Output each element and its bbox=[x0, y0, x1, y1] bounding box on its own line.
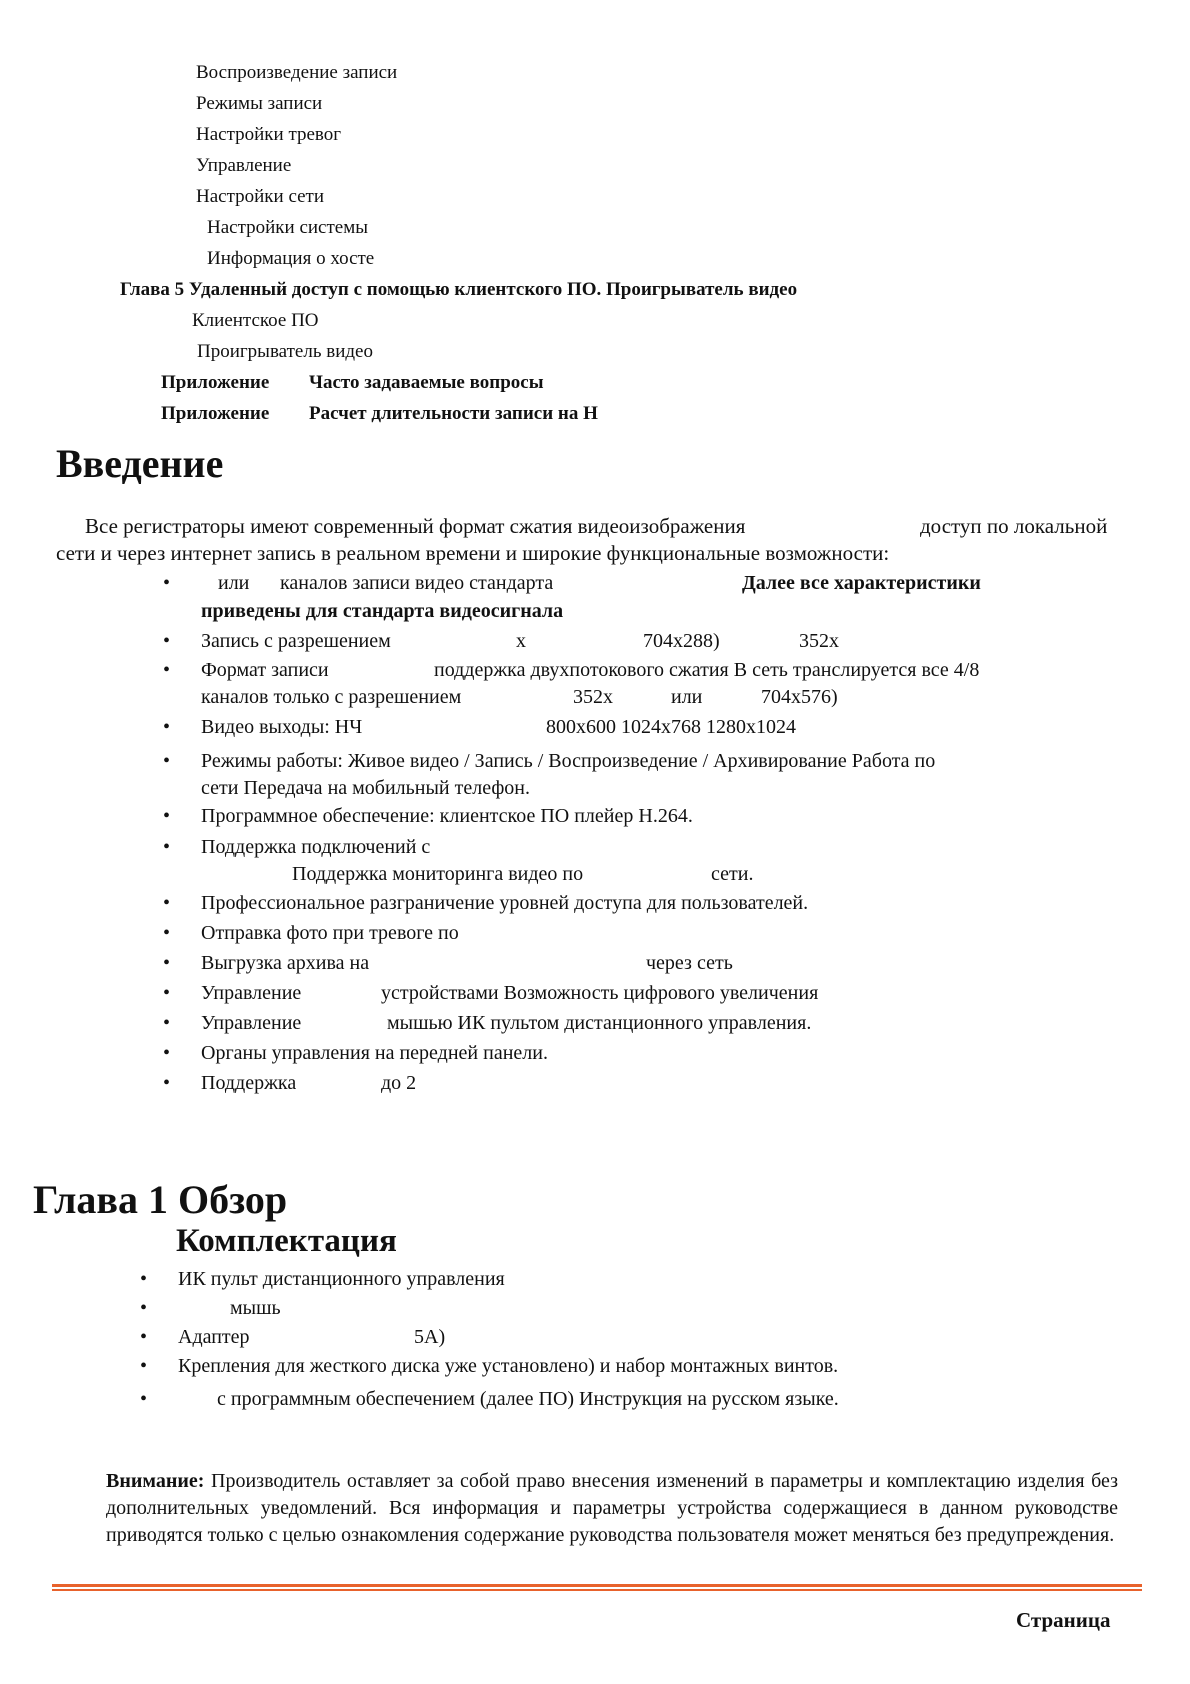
bullet-dot: • bbox=[140, 1326, 148, 1348]
feature-text: Органы управления на передней панели. bbox=[201, 1042, 548, 1064]
feature-text: Видео выходы: НЧ bbox=[201, 716, 363, 738]
toc-appendix-label: Приложение bbox=[161, 372, 270, 393]
bullet-dot: • bbox=[163, 952, 171, 974]
bullet-dot: • bbox=[163, 1042, 171, 1064]
bullet-dot: • bbox=[163, 572, 171, 594]
feature-text: Далее все характеристики bbox=[742, 572, 981, 594]
bullet-dot: • bbox=[140, 1297, 148, 1319]
feature-text: каналов только с разрешением bbox=[201, 686, 462, 708]
feature-text: Режимы работы: Живое видео / Запись / Воспроизведение / Архивирование Работа по bbox=[201, 750, 936, 772]
feature-text: Профессиональное разграничение уровней доступа для пользователей. bbox=[201, 892, 809, 914]
feature-text: приведены для стандарта видеосигнала bbox=[201, 600, 564, 622]
toc-chapter-5: Глава 5 Удаленный доступ с помощью клиентского ПО. Проигрыватель видео bbox=[120, 279, 798, 300]
feature-text: до 2 bbox=[381, 1072, 417, 1094]
bullet-dot: • bbox=[163, 892, 171, 914]
package-item: ИК пульт дистанционного управления bbox=[178, 1268, 505, 1290]
feature-text: 352x bbox=[573, 686, 613, 708]
feature-text: Выгрузка архива на bbox=[201, 952, 370, 974]
feature-text: Поддержка мониторинга видео по bbox=[292, 863, 584, 885]
notice-paragraph bbox=[106, 1468, 1118, 1549]
feature-text: Отправка фото при тревоге по bbox=[201, 922, 459, 944]
feature-text: сети. bbox=[711, 863, 754, 885]
toc-appendix-faq: Часто задаваемые вопросы bbox=[309, 372, 544, 393]
toc-item: Настройки системы bbox=[207, 217, 368, 238]
toc-item: Проигрыватель видео bbox=[197, 341, 373, 362]
bullet-dot: • bbox=[140, 1268, 148, 1290]
feature-text: x bbox=[516, 630, 526, 652]
bullet-dot: • bbox=[163, 659, 171, 681]
bullet-dot: • bbox=[163, 922, 171, 944]
bullet-dot: • bbox=[140, 1388, 148, 1410]
notice-label: Внимание: bbox=[106, 1470, 205, 1492]
feature-text: Поддержка bbox=[201, 1072, 297, 1094]
toc-item: Клиентское ПО bbox=[192, 310, 319, 331]
feature-text: поддержка двухпотокового сжатия В сеть транслируется все 4/8 bbox=[434, 659, 980, 681]
intro-paragraph: Все регистраторы имеют современный формат сжатия видеоизображения bbox=[85, 514, 746, 538]
footer-rule bbox=[52, 1589, 1142, 1591]
toc-item: Режимы записи bbox=[196, 93, 323, 114]
bullet-dot: • bbox=[163, 1072, 171, 1094]
bullet-dot: • bbox=[163, 750, 171, 772]
toc-item: Настройки сети bbox=[196, 186, 325, 207]
bullet-dot: • bbox=[140, 1355, 148, 1377]
intro-heading: Введение bbox=[56, 441, 224, 486]
feature-text: устройствами Возможность цифрового увеличения bbox=[381, 982, 819, 1004]
toc-item: Управление bbox=[196, 155, 292, 176]
bullet-dot: • bbox=[163, 630, 171, 652]
feature-text: Поддержка подключений с bbox=[201, 836, 431, 858]
toc-appendix-record-time: Расчет длительности записи на H bbox=[309, 403, 598, 424]
feature-text: 800x600 1024x768 1280x1024 bbox=[546, 716, 796, 738]
package-item: Адаптер bbox=[178, 1326, 250, 1348]
notice-text: Производитель оставляет за собой право внесения изменений в параметры и комплектацию изделия без дополнительных уведомлений. Вся информация и параметры устройства содержащиеся в данном руководстве приводятся только с целью ознакомления содержание руководства пользователя может меняться без предупреждения. bbox=[106, 1470, 1119, 1546]
intro-paragraph: сети и через интернет запись в реальном времени и широкие функциональные возможности: bbox=[56, 541, 890, 565]
feature-text: мышью ИК пультом дистанционного управления. bbox=[387, 1012, 812, 1034]
feature-text: или bbox=[671, 686, 703, 708]
feature-text: Управление bbox=[201, 982, 302, 1004]
intro-paragraph: доступ по локальной bbox=[920, 514, 1108, 538]
feature-text: 352x bbox=[799, 630, 839, 652]
toc-item: Информация о хосте bbox=[207, 248, 375, 269]
feature-text: сети Передача на мобильный телефон. bbox=[201, 777, 531, 799]
bullet-dot: • bbox=[163, 716, 171, 738]
feature-text: или bbox=[218, 572, 250, 594]
footer-rule bbox=[52, 1584, 1142, 1587]
package-item: мышь bbox=[230, 1297, 281, 1319]
feature-text: через сеть bbox=[646, 952, 733, 974]
toc-item: Настройки тревог bbox=[196, 124, 342, 145]
feature-text: каналов записи видео стандарта bbox=[280, 572, 554, 594]
package-item: с программным обеспечением (далее ПО) Инструкция на русском языке. bbox=[217, 1388, 839, 1410]
bullet-dot: • bbox=[163, 836, 171, 858]
feature-text: 704x576) bbox=[761, 686, 838, 708]
toc-item: Воспроизведение записи bbox=[196, 62, 398, 83]
package-heading: Комплектация bbox=[176, 1223, 397, 1259]
page-label: Страница bbox=[1016, 1608, 1111, 1632]
toc-appendix-label: Приложение bbox=[161, 403, 270, 424]
package-item: 5A) bbox=[414, 1326, 446, 1348]
feature-text: Программное обеспечение: клиентское ПО плейер H.264. bbox=[201, 805, 693, 827]
feature-text: Запись с разрешением bbox=[201, 630, 391, 652]
package-item: Крепления для жесткого диска уже установлено) и набор монтажных винтов. bbox=[178, 1355, 839, 1377]
feature-text: Управление bbox=[201, 1012, 302, 1034]
chapter1-heading: Глава 1 Обзор bbox=[33, 1177, 288, 1222]
bullet-dot: • bbox=[163, 805, 171, 827]
bullet-dot: • bbox=[163, 982, 171, 1004]
feature-text: 704x288) bbox=[643, 630, 720, 652]
bullet-dot: • bbox=[163, 1012, 171, 1034]
feature-text: Формат записи bbox=[201, 659, 329, 681]
